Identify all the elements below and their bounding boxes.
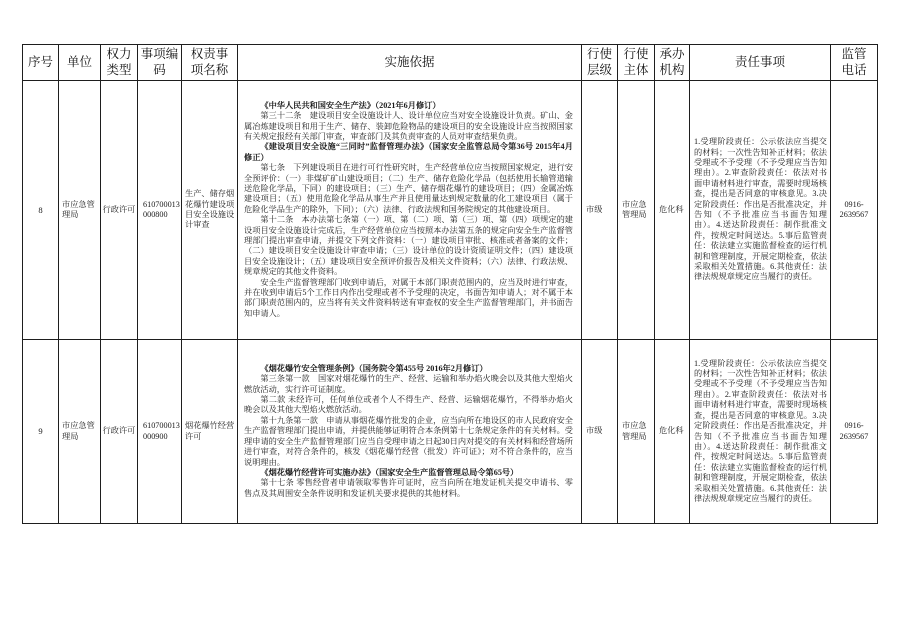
header-basis: 实施依据	[384, 54, 435, 69]
header-power-type: 权力类型	[106, 47, 132, 77]
row-item-code: 610700013000800	[143, 199, 180, 219]
row-duty: 1.受理阶段责任：公示依法应当提交的材料；一次性告知补正材料；依法受理或不予受理（不予受理应当告知理由）。2.审查阶段责任：依法对书面申请材料进行审查，需要时现场核查，提出是否同意的审核意见。3.决定阶段责任：作出是否批准决定，并告知（不予批准应当书面告知理由）。4.送达阶段责任：制作批准文件，按规定时间送达。5.事后监管责任：依法建立实施监督检查的运行机制和管理制度，开展定期检查，依法采取相关处置措施。6.其他责任：法律法规规章规定应当履行的责任。	[694, 358, 827, 503]
row-seq: 9	[38, 426, 43, 437]
header-agency: 承办机构	[659, 47, 685, 77]
header-item-code: 事项编码	[140, 47, 179, 77]
law-clause: 第十九条第一款 申请从事烟花爆竹批发的企业，应当向所在地设区的市人民政府安全生产监督管理部门提出申请，并提供能够证明符合本条例第十七条规定条件的有关材料。受理申请的安全生产监督管理部门应当自受理申请之日起30日内对提交的有关材料和经营场所进行审查，对符合条件的，核发《烟花爆竹经营（批发）许可证》；对不符合条件的，应当说明理由。	[244, 415, 573, 467]
law-clause: 第三条第一款 国家对烟花爆竹的生产、经营、运输和举办焰火晚会以及其他大型焰火燃放活动，实行许可证制度。	[244, 374, 573, 394]
row-agency: 危化科	[659, 204, 684, 214]
header-seq: 序号	[27, 54, 53, 69]
row-item-code: 610700013000900	[143, 421, 180, 441]
row1-subject-cell	[618, 81, 655, 340]
law-clause: 第十二条 本办法第七条第（一）项、第（二）项、第（三）项、第（四）项规定的建设项目安全设施设计完成后，生产经营单位应当按照本办法第五条的规定向安全生产监督管理部门提出审查申请，并提交下列文件资料：（一）建设项目审批、核准或者备案的文件；（二）建设项目安全设施设计审查申请；（三）设计单位的设计资质证明文件；（四）建设项目安全设施设计；（五）建设项目安全预评价报告及相关文件资料；（六）法律、行政法规、规章规定的其他文件资料。	[244, 215, 573, 277]
row1-level-cell	[582, 81, 618, 340]
row1-duty-cell	[690, 81, 831, 340]
row2-power-type-cell	[101, 340, 138, 524]
header-agency-cell	[655, 45, 690, 81]
law-clause: 第二款 未经许可，任何单位或者个人不得生产、经营、运输烟花爆竹，不得举办焰火晚会以及其他大型焰火燃放活动。	[244, 395, 573, 415]
header-item-name: 权责事项名称	[190, 47, 229, 77]
row2-phone-cell	[831, 340, 878, 524]
law-clause: 第七条 下列建设项目在进行可行性研究时，生产经营单位应当按照国家规定，进行安全预评价：（一）非煤矿矿山建设项目；（二）生产、储存危险化学品（包括使用长输管道输送危险化学品，下同）的建设项目；（三）生产、储存烟花爆竹的建设项目；（四）金属冶炼建设项目；（五）使用危险化学品从事生产并且使用量达到规定数量的化工建设项目（属于危险化学品生产的除外，下同）；（六）法律、行政法规和国务院规定的其他建设项目。	[244, 163, 573, 214]
law-title: 《烟花爆竹安全管理条例》（国务院令第455号 2016年2月修订）	[260, 363, 488, 373]
row-phone: 0916-2639567	[839, 421, 869, 441]
row1-agency-cell	[655, 81, 690, 340]
row-level: 市级	[586, 426, 603, 436]
row-subject: 市应急管理局	[622, 421, 647, 441]
row-basis-text	[244, 101, 573, 320]
row1-power-type-cell	[101, 81, 138, 340]
row2-agency-cell	[655, 340, 690, 524]
law-clause: 安全生产监督管理部门收到申请后，对属于本部门职责范围内的，应当及时进行审查，并在收到申请后5个工作日内作出受理或者不予受理的决定，书面告知申请人；对不属于本部门职责范围内的，应当将有关文件资料转送有审查权的安全生产监督管理部门，并书面告知申请人。	[244, 277, 573, 318]
row2-duty-cell	[690, 340, 831, 524]
row-item-name: 烟花爆竹经营许可	[185, 421, 235, 441]
header-unit-cell	[59, 45, 101, 81]
header-subject-cell	[618, 45, 655, 81]
row-item-name: 生产、储存烟花爆竹建设项目安全设施设计审查	[185, 189, 235, 230]
row2-seq-cell	[23, 340, 59, 524]
row2-item-name-cell	[182, 340, 238, 524]
authority-table	[22, 44, 878, 524]
header-level: 行使层级	[586, 47, 612, 77]
header-subject: 行使主体	[623, 47, 649, 77]
row1-basis-cell	[238, 81, 582, 340]
row2-subject-cell	[618, 340, 655, 524]
law-title: 《烟花爆竹经营许可实施办法》（国家安全生产监督管理总局令第65号）	[260, 467, 519, 477]
header-basis-cell	[238, 45, 582, 81]
row2-item-code-cell	[138, 340, 182, 524]
header-item-code-cell	[138, 45, 182, 81]
row-subject: 市应急管理局	[622, 199, 647, 219]
header-unit: 单位	[66, 54, 92, 69]
row2-unit-cell	[59, 340, 101, 524]
row-agency: 危化科	[659, 426, 684, 436]
row-unit: 市应急管理局	[62, 421, 95, 441]
row2-basis-cell	[238, 340, 582, 524]
row-level: 市级	[586, 204, 603, 214]
header-duty-cell	[690, 45, 831, 81]
header-duty: 责任事项	[734, 54, 785, 69]
row1-seq-cell	[23, 81, 59, 340]
row-power-type: 行政许可	[102, 426, 136, 436]
header-phone: 监管电话	[841, 47, 867, 77]
row1-phone-cell	[831, 81, 878, 340]
row2-level-cell	[582, 340, 618, 524]
row1-item-name-cell	[182, 81, 238, 340]
row1-unit-cell	[59, 81, 101, 340]
header-item-name-cell	[182, 45, 238, 81]
row-seq: 8	[38, 204, 43, 215]
row-phone: 0916-2639567	[839, 199, 869, 219]
law-title: 《中华人民共和国安全生产法》（2021年6月修订）	[260, 100, 441, 110]
row1-item-code-cell	[138, 81, 182, 340]
law-clause: 第十七条 零售经营者申请领取零售许可证时，应当向所在地发证机关提交申请书、零售点及其周围安全条件说明和发证机关要求提供的其他材料。	[244, 478, 573, 498]
row-duty: 1.受理阶段责任：公示依法应当提交的材料；一次性告知补正材料；依法受理或不予受理（不予受理应当告知理由）。2.审查阶段责任：依法对书面申请材料进行审查，需要时现场核查，提出是否同意的审核意见。3.决定阶段责任：作出是否批准决定，并告知（不予批准应当书面告知理由）。4.送达阶段责任：制作批准文件，按规定时间送达。5.事后监管责任：依法建立实施监督检查的运行机制和管理制度，开展定期检查，依法采取相关处置措施。6.其他责任：法律法规规章规定应当履行的责任。	[694, 137, 827, 282]
header-phone-cell	[831, 45, 878, 81]
header-power-type-cell	[101, 45, 138, 81]
row-basis-text	[244, 364, 573, 499]
header-seq-cell	[23, 45, 59, 81]
header-level-cell	[582, 45, 618, 81]
row-unit: 市应急管理局	[62, 199, 95, 219]
row-power-type: 行政许可	[102, 204, 136, 214]
law-title: 《建设项目安全设施“三同时”监督管理办法》（国家安全监管总局令第36号 2015年4月修正）	[244, 142, 573, 162]
law-clause: 第三十二条 建设项目安全设施设计人、设计单位应当对安全设施设计负责。矿山、金属冶炼建设项目和用于生产、储存、装卸危险物品的建设项目的安全设施设计应当按照国家有关规定报经有关部门审查，审查部门及其负责审查的人员对审查结果负责。	[244, 111, 573, 141]
